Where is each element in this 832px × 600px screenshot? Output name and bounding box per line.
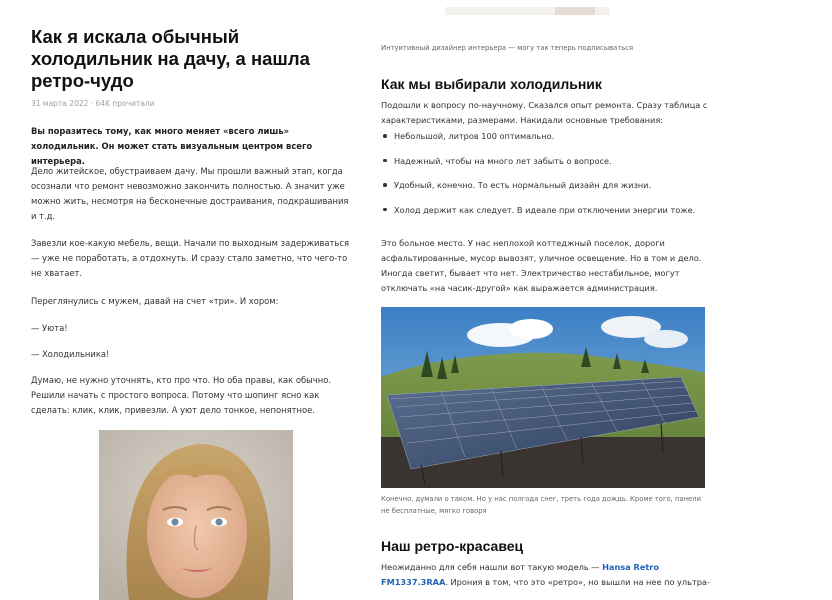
article-meta: 31 марта 2022 · 64K прочитали <box>31 99 155 108</box>
article-lead: Вы поразитесь тому, как много меняет «всего лишь» холодильник. Он может стать визуальным центром всего интерьера. <box>31 126 313 166</box>
list-item: Удобный, конечно. То есть нормальный дизайн для жизни. <box>381 179 711 204</box>
section-intro: Подошли к вопросу по-научному. Сказался опыт ремонта. Сразу таблица с характеристиками, размерами. Накидали основные требования: <box>381 100 708 125</box>
paragraph-2: Завезли кое-какую мебель, вещи. Начали по выходным задерживаться — уже не поработать, а отдохнуть. И сразу стало заметно, что чего-то не хватает. <box>31 238 349 278</box>
paragraph-5: — Холодильника! <box>31 349 110 359</box>
article-date: 31 марта 2022 <box>31 99 89 108</box>
paragraph-6: Думаю, не нужно уточнять, кто про что. Но оба правы, как обычно. Решили начать с простого вопроса. Потому что шопинг ясно как сделать: клик, клик, привезли. А уют дело тонкое, непонятное. <box>31 375 331 415</box>
list-item: Небольшой, литров 100 оптимально. <box>381 130 711 155</box>
solar-caption: Конечно, думали о таком. Но у нас полгода снег, треть года дождь. Кроме того, панели не бесплатные, мягко говоря <box>381 495 701 515</box>
requirements-list <box>381 130 711 228</box>
product-link[interactable]: Hansa Retro FM1337.3RAA <box>381 562 659 587</box>
paragraph-4: — Уюта! <box>31 323 68 333</box>
paragraph-1: Дело житейское, обустраиваем дачу. Мы прошли важный этап, когда осознали что ремонт невозможно закончить полностью. А значит уже можно жить, несмотря на бесконечные достраивания, подкрашивания и т.д. <box>31 166 349 221</box>
solar-panels-photo <box>381 307 705 488</box>
image-caption-top: Интуитивный дизайнер интерьера — могу так теперь подписываться <box>381 44 634 52</box>
article-title: Как я искала обычный холодильник на дачу, а нашла ретро-чудо <box>31 26 310 91</box>
retro-text-before: Неожиданно для себя нашли вот такую модель — <box>381 562 603 572</box>
retro-paragraph <box>381 560 711 590</box>
portrait-photo <box>99 430 293 600</box>
retro-text-after: . Ирония в том, что это «ретро», но вышли на нее по ультра- <box>445 577 710 587</box>
article-views: 64K прочитали <box>95 99 155 108</box>
electricity-paragraph: Это больное место. У нас неплохой коттеджный поселок, дороги асфальтированные, мусор вывозят, уличное освещение. Но в том и дело. Иногда светит, бывает что нет. Электричество нестабильное, могут отключать «на часик-другой» как выражается администрация. <box>381 238 702 293</box>
previous-image-bottom <box>445 0 610 9</box>
section-title-retro: Наш ретро-красавец <box>381 538 524 554</box>
list-item: Надежный, чтобы на много лет забыть о вопросе. <box>381 155 711 180</box>
paragraph-3: Переглянулись с мужем, давай на счет «три». И хором: <box>31 296 279 306</box>
section-title-choosing: Как мы выбирали холодильник <box>381 76 602 92</box>
list-item: Холод держит как следует. В идеале при отключении энергии тоже. <box>381 204 711 229</box>
